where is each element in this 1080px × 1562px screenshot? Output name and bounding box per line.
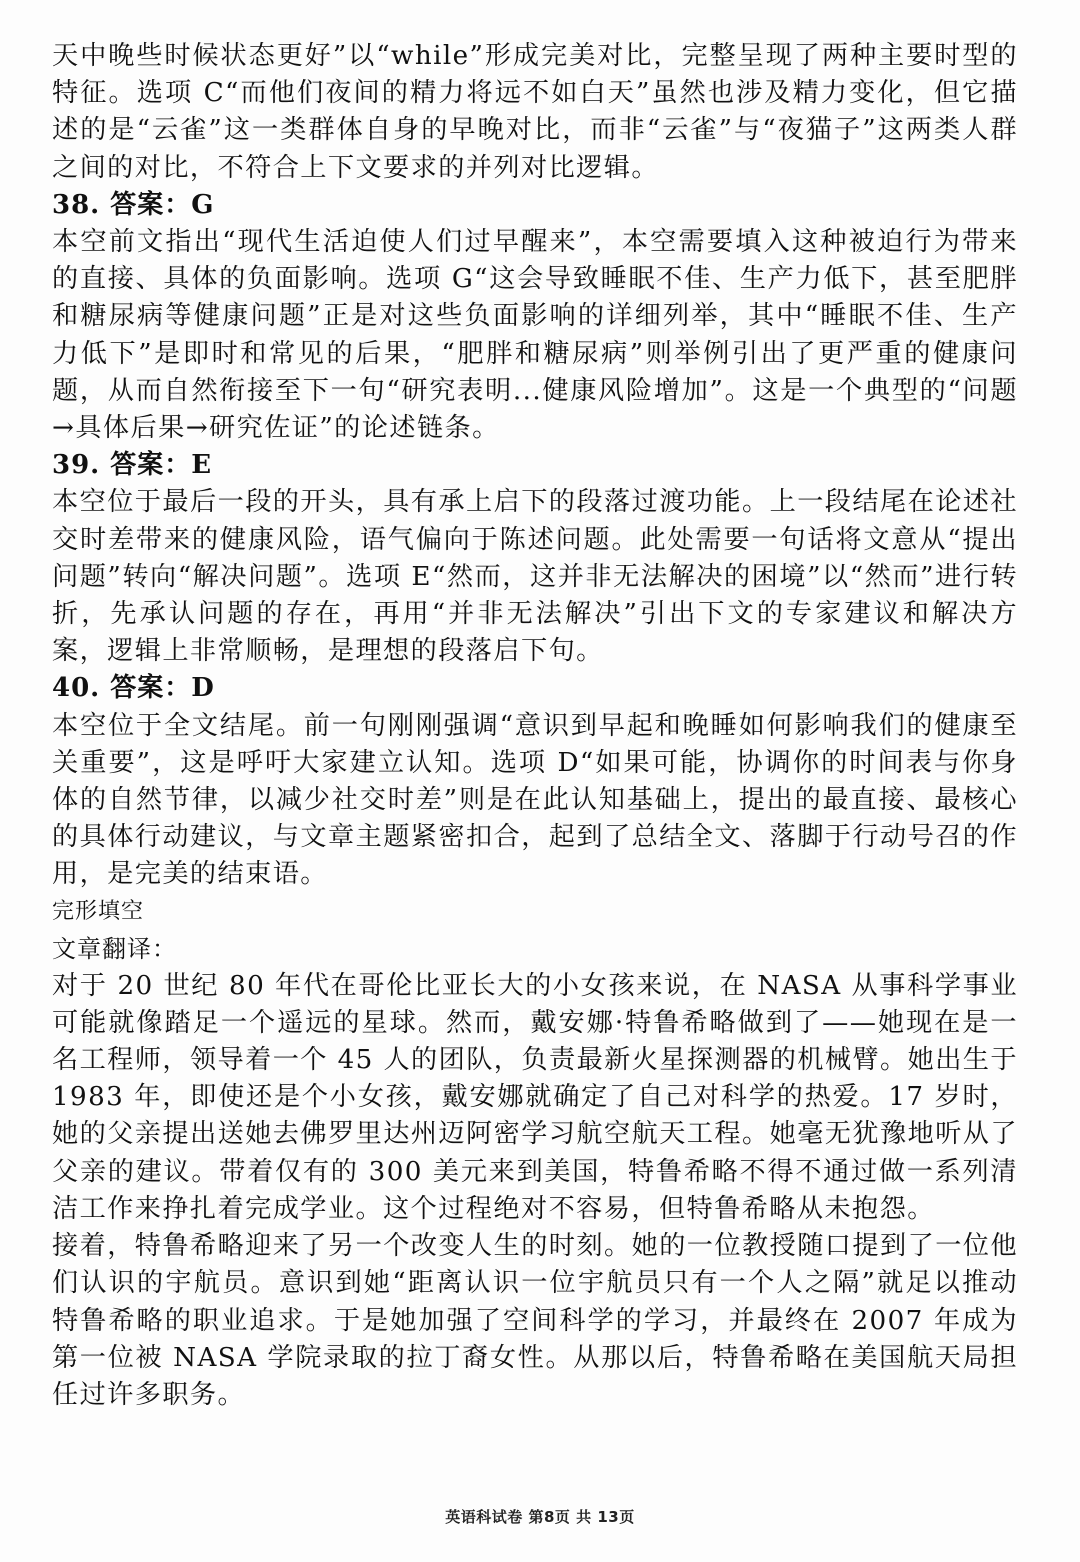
translation-label: 文章翻译： [52,934,177,963]
q38-explanation: 本空前文指出“现代生活迫使人们过早醒来”，本空需要填入这种被迫行为带来的直接、具体的负面影响。选项 G“这会导致睡眠不佳、生产力低下，甚至肥胖和糖尿病等健康问题”正是对这些负面影响的详细列举，其中“睡眠不佳、生产力低下”是即时和常见的后果，“肥胖和糖尿病”则举例引出了更严重的健康问题，从而自然衔接至下一句“研究表明...健康风险增加”。这是一个典型的“问题→具体后果→研究佐证”的论述链条。 [52,227,1018,444]
page-footer: 英语科试卷 第8页 共 13页 [445,1508,635,1526]
page-content [52,38,1018,1414]
translation-paragraph-1: 对于 20 世纪 80 年代在哥伦比亚长大的小女孩来说，在 NASA 从事科学事业可能就像踏足一个遥远的星球。然而，戴安娜·特鲁希略做到了——她现在是一名工程师，领导着一个 45 人的团队，负责最新火星探测器的机械臂。她出生于 1983 年，即使还是个小女孩，戴安娜就确定了自己对科学的热爱。17 岁时，她的父亲提出送她去佛罗里达州迈阿密学习航空航天工程。她毫无犹豫地听从了父亲的建议。带着仅有的 300 美元来到美国，特鲁希略不得不通过做一系列清洁工作来挣扎着完成学业。这个过程绝对不容易，但特鲁希略从未抱怨。 [52,970,1018,1224]
q40-answer-label: 40. 答案：D [52,673,215,704]
translation-paragraph-2: 接着，特鲁希略迎来了另一个改变人生的时刻。她的一位教授随口提到了一位他们认识的宇航员。意识到她“距离认识一位宇航员只有一个人之隔”就足以推动特鲁希略的职业追求。于是她加强了空间科学的学习，并最终在 2007 年成为第一位被 NASA 学院录取的拉丁裔女性。从那以后，特鲁希略在美国航天局担任过许多职务。 [52,1231,1018,1410]
q39-answer-label: 39. 答案：E [52,450,213,481]
q38-answer-label: 38. 答案：G [52,189,215,220]
cloze-section-title: 完形填空 [52,898,145,924]
q40-explanation: 本空位于全文结尾。前一句刚刚强调“意识到早起和晚睡如何影响我们的健康至关重要”，这是呼吁大家建立认知。选项 D“如果可能，协调你的时间表与你身体的自然节律，以减少社交时差”则是在此认知基础上，提出的最直接、最核心的具体行动建议，与文章主题紧密扣合，起到了总结全文、落脚于行动号召的作用，是完美的结束语。 [52,710,1018,890]
q39-explanation: 本空位于最后一段的开头，具有承上启下的段落过渡功能。上一段结尾在论述社交时差带来的健康风险，语气偏向于陈述问题。此处需要一句话将文意从“提出问题”转向“解决问题”。选项 E“然而，这并非无法解决的困境”以“然而”进行转折，先承认问题的存在，再用“并非无法解决”引出下文的专家建议和解决方案，逻辑上非常顺畅，是理想的段落启下句。 [52,487,1018,667]
q37-explanation-tail: 天中晚些时候状态更好”以“while”形成完美对比，完整呈现了两种主要时型的特征。选项 C“而他们夜间的精力将远不如白天”虽然也涉及精力变化，但它描述的是“云雀”这一类群体自身的早晚对比，而非“云雀”与“夜猫子”这两类人群之间的对比，不符合上下文要求的并列对比逻辑。 [52,41,1018,183]
